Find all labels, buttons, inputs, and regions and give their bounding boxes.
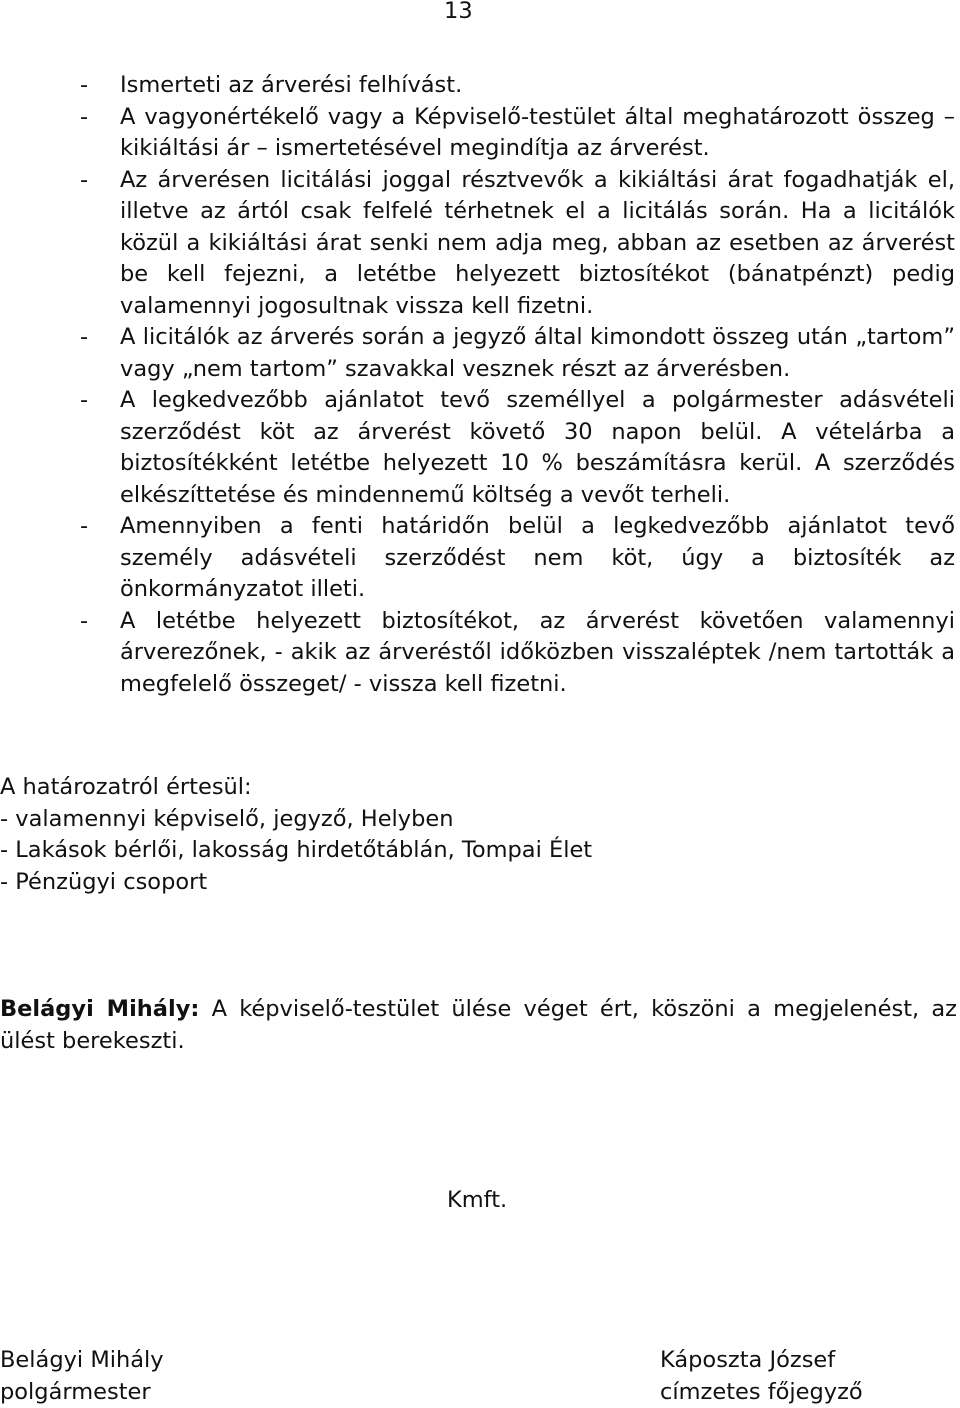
notification-recipient: - Lakások bérlői, lakosság hirdetőtáblán, Tompai Élet — [0, 835, 940, 867]
signature-right — [660, 1345, 863, 1408]
list-item-text: Amennyiben a fenti határidőn belül a legkedvezőbb ajánlatot tevő személy adásvételi szerződést nem köt, úgy a biztosíték az önkormányzatot illeti. — [120, 513, 955, 602]
kmft-label: Kmft. — [447, 1185, 507, 1217]
list-item-text: A legkedvezőbb ajánlatot tevő személlyel a polgármester adásvételi szerződést köt az árverést követő 30 napon belül. A vételárba a biztosítékként letétbe helyezett 10 % beszámításra kerül. A szerződés elkészíttetése és mindennemű költség a vevőt terheli. — [120, 387, 955, 508]
list-item-text: A letétbe helyezett biztosítékot, az árverést követően valamennyi árverezőnek, - akik az árveréstől időközben visszaléptek /nem tartották a megfelelő összeget/ - vissza kell fizetni. — [120, 608, 955, 697]
list-dash: - — [80, 606, 88, 638]
list-item-text: Az árverésen licitálási joggal résztvevők a kikiáltási árat fogadhatják el, illetve az ártól csak felfelé térhetnek el a licitálás során. Ha a licitálók közül a kikiáltási árat senki nem adja meg, abban az esetben az árverést be kell fejezni, a letétbe helyezett biztosítékot (bánatpénzt) pedig valamennyi jogosultnak vissza kell fizetni. — [120, 167, 955, 319]
closing-statement — [0, 994, 957, 1057]
list-item-text: Ismerteti az árverési felhívást. — [120, 72, 462, 98]
list-item — [0, 70, 955, 102]
notification-recipient: - Pénzügyi csoport — [0, 867, 940, 899]
auction-procedure-list — [0, 70, 960, 700]
list-item — [0, 606, 955, 701]
signatory-name: Belágyi Mihály — [0, 1345, 164, 1377]
list-item — [0, 322, 955, 385]
list-dash: - — [80, 102, 88, 134]
list-dash: - — [80, 385, 88, 417]
list-item — [0, 511, 955, 606]
list-item — [0, 165, 955, 323]
closing-text: A képviselő-testület ülése véget ért, köszöni a megjelenést, az ülést berekeszti. — [0, 996, 957, 1054]
list-item-text: A licitálók az árverés során a jegyző által kimondott összeg után „tartom” vagy „nem tartom” szavakkal vesznek részt az árverésben. — [120, 324, 955, 382]
list-dash: - — [80, 511, 88, 543]
notification-recipient: - valamennyi képviselő, jegyző, Helyben — [0, 804, 940, 836]
signatory-title: polgármester — [0, 1377, 164, 1408]
speaker-name: Belágyi Mihály: — [0, 996, 199, 1022]
signatory-name: Káposzta József — [660, 1345, 863, 1377]
list-dash: - — [80, 165, 88, 197]
list-item — [0, 102, 955, 165]
list-item — [0, 385, 955, 511]
notification-block — [0, 772, 940, 898]
page-number: 13 — [444, 0, 473, 28]
list-dash: - — [80, 322, 88, 354]
list-dash: - — [80, 70, 88, 102]
list-item-text: A vagyonértékelő vagy a Képviselő-testület által meghatározott összeg – kikiáltási ár – ismertetésével megindítja az árverést. — [120, 104, 955, 162]
signatory-title: címzetes főjegyző — [660, 1377, 863, 1408]
signature-left — [0, 1345, 164, 1408]
notification-heading: A határozatról értesül: — [0, 772, 940, 804]
